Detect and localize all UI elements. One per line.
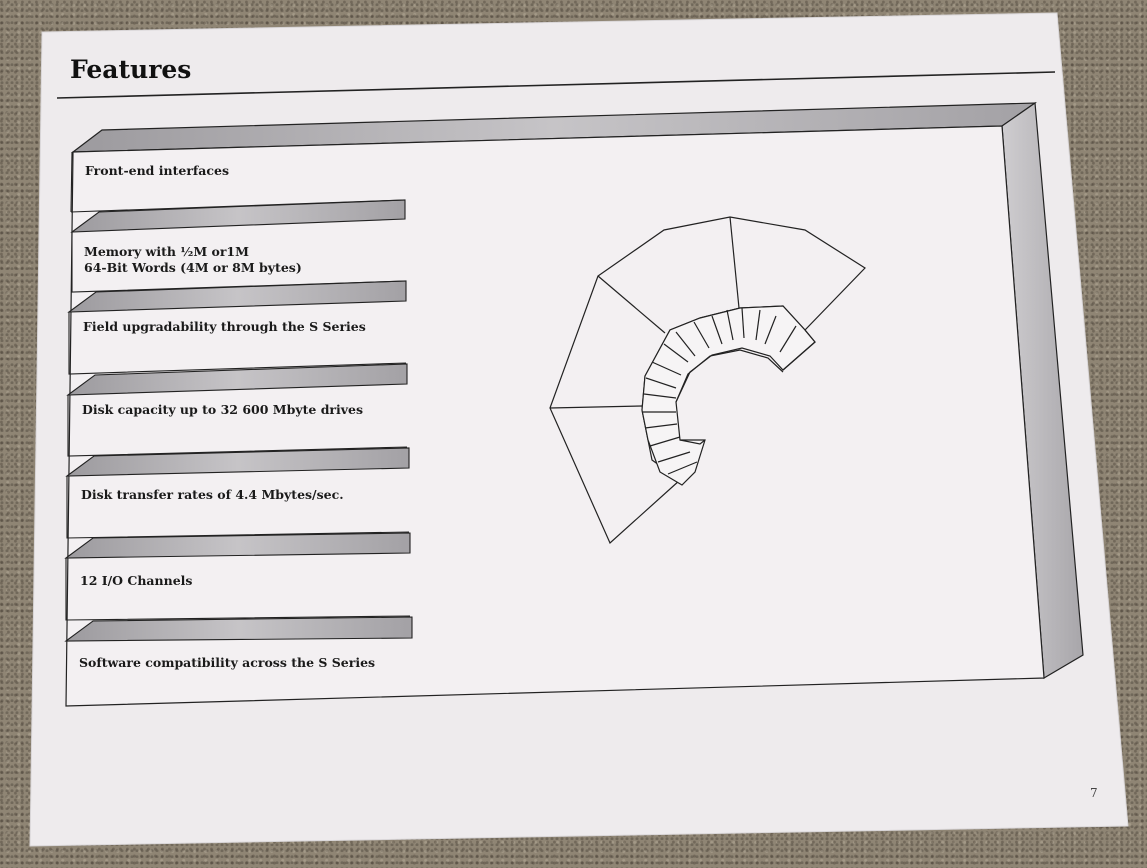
page-number: 7 [1090, 786, 1098, 800]
feature-bevel [66, 617, 412, 641]
feature-label: Disk transfer rates of 4.4 Mbytes/sec. [81, 487, 344, 502]
feature-label: Disk capacity up to 32 600 Mbyte drives [82, 402, 364, 417]
feature-label: Field upgradability through the S Series [83, 319, 366, 334]
feature-label: Software compatibility across the S Series [79, 655, 376, 670]
feature-label: Front-end interfaces [85, 163, 229, 178]
feature-label: 64-Bit Words (4M or 8M bytes) [84, 260, 302, 275]
feature-label: 12 I/O Channels [80, 573, 193, 588]
feature-label: Memory with ½M or1M [84, 244, 249, 259]
page-title: Features [70, 55, 192, 84]
